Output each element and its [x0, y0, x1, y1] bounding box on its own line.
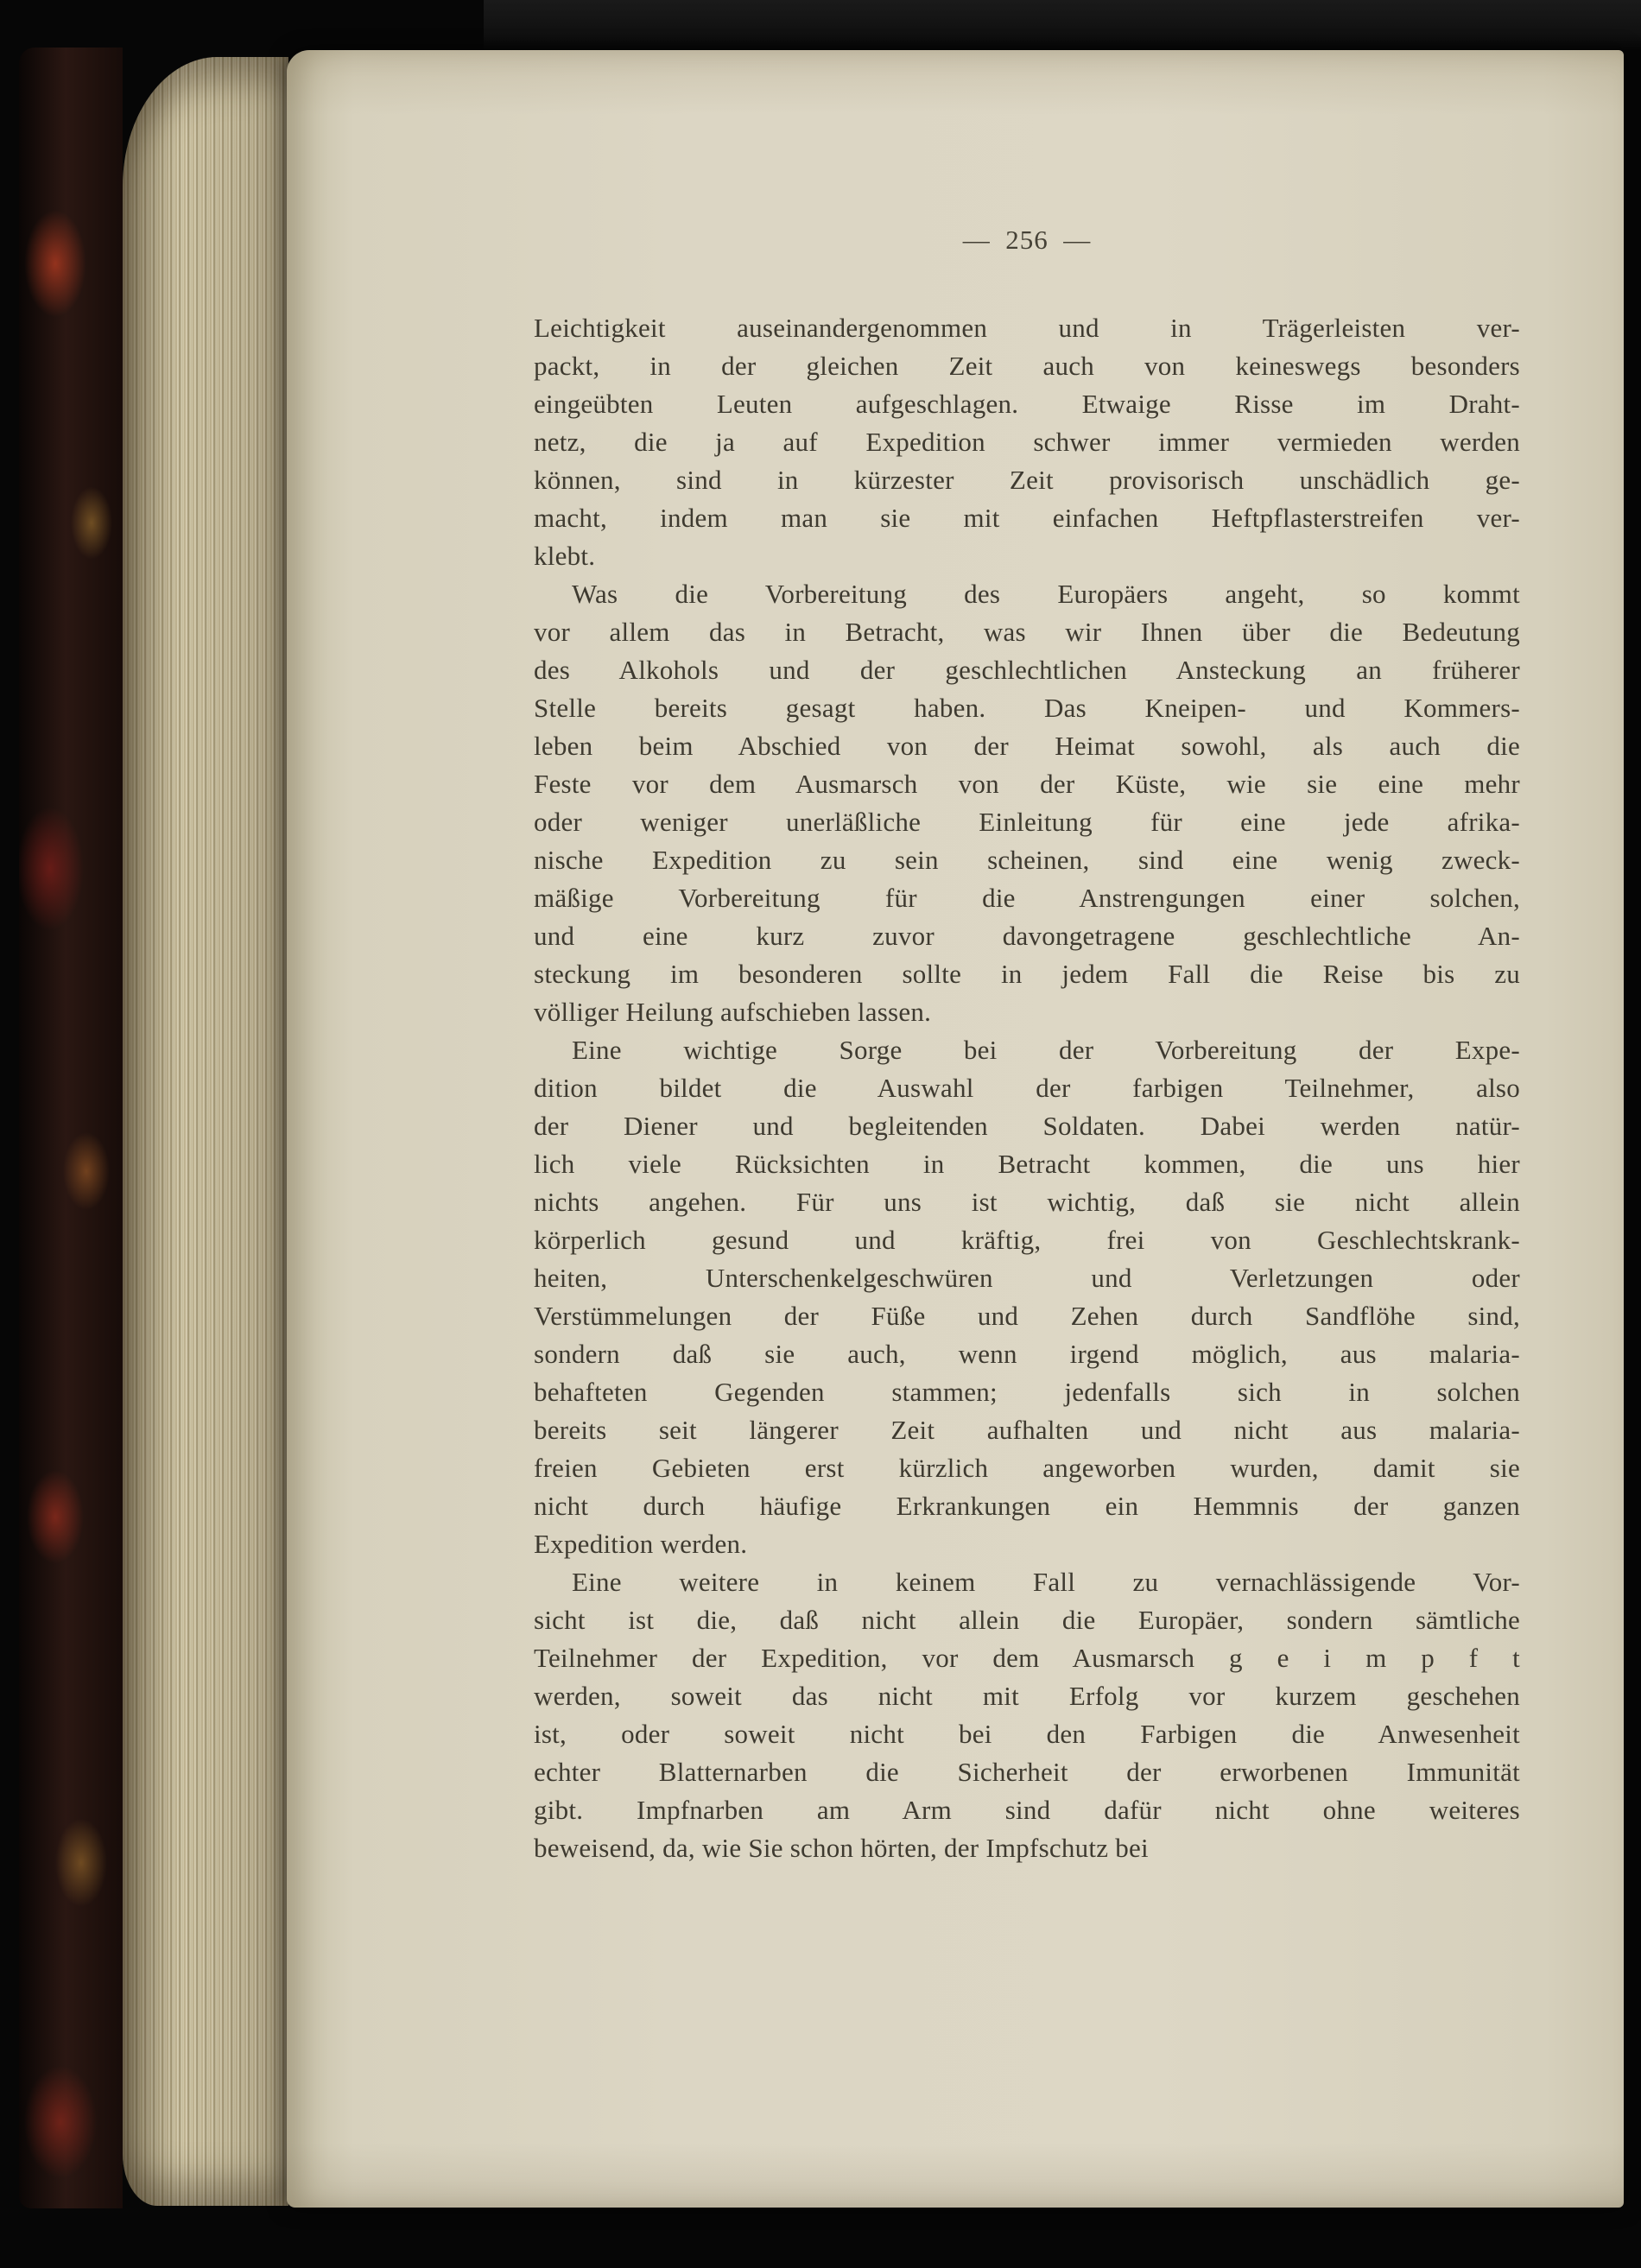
text-line: mäßige Vorbereitung für die Anstrengungen einer solchen,	[534, 883, 1520, 913]
text-line: nicht durch häufige Erkrankungen ein Hemmnis der ganzen	[534, 1491, 1520, 1521]
book-cover-top-edge	[484, 0, 1641, 50]
text-line: lich viele Rücksichten in Betracht kommen, die uns hier	[534, 1149, 1520, 1179]
page-number: — 256 —	[962, 225, 1092, 255]
text-line: körperlich gesund und kräftig, frei von Geschlechtskrank-	[534, 1225, 1520, 1255]
text-line: und eine kurz zuvor davongetragene geschlechtliche An-	[534, 921, 1520, 951]
text-line: bereits seit längerer Zeit aufhalten und nicht aus malaria-	[534, 1415, 1520, 1445]
text-line: nichts angehen. Für uns ist wichtig, daß sie nicht allein	[534, 1187, 1520, 1217]
text-line: steckung im besonderen sollte in jedem Fall die Reise bis zu	[534, 959, 1520, 989]
text-block	[534, 309, 1520, 1867]
text-line: Eine wichtige Sorge bei der Vorbereitung der Expe-	[572, 1035, 1520, 1065]
page-fore-edges	[123, 57, 288, 2206]
text-line: klebt.	[534, 541, 596, 571]
text-line: ist, oder soweit nicht bei den Farbigen die Anwesenheit	[534, 1719, 1520, 1749]
text-line: Verstümmelungen der Füße und Zehen durch Sandflöhe sind,	[534, 1301, 1520, 1331]
text-line: werden, soweit das nicht mit Erfolg vor kurzem geschehen	[534, 1681, 1520, 1711]
text-line: sicht ist die, daß nicht allein die Europäer, sondern sämtliche	[534, 1605, 1520, 1635]
text-line: der Diener und begleitenden Soldaten. Dabei werden natür-	[534, 1111, 1520, 1141]
text-line: Was die Vorbereitung des Europäers angeht, so kommt	[572, 579, 1520, 609]
text-line: völliger Heilung aufschieben lassen.	[534, 997, 932, 1027]
text-line: leben beim Abschied von der Heimat sowohl, als auch die	[534, 731, 1520, 761]
book-spine	[19, 48, 123, 2208]
text-line: beweisend, da, wie Sie schon hörten, der Impfschutz bei	[534, 1833, 1149, 1863]
text-line: Teilnehmer der Expedition, vor dem Ausmarsch g e i m p f t	[534, 1643, 1520, 1673]
text-line: gibt. Impfnarben am Arm sind dafür nicht ohne weiteres	[534, 1795, 1520, 1825]
text-line: nische Expedition zu sein scheinen, sind eine wenig zweck-	[534, 845, 1520, 875]
text-line: Eine weitere in keinem Fall zu vernachlässigende Vor-	[572, 1567, 1520, 1597]
text-line: Expedition werden.	[534, 1529, 748, 1559]
text-line: des Alkohols und der geschlechtlichen Ansteckung an früherer	[534, 655, 1520, 685]
text-line: oder weniger unerläßliche Einleitung für eine jede afrika-	[534, 807, 1520, 837]
text-line: packt, in der gleichen Zeit auch von keineswegs besonders	[534, 351, 1520, 381]
text-line: netz, die ja auf Expedition schwer immer vermieden werden	[534, 427, 1520, 457]
text-line: freien Gebieten erst kürzlich angeworben wurden, damit sie	[534, 1453, 1520, 1483]
text-line: behafteten Gegenden stammen; jedenfalls sich in solchen	[534, 1377, 1520, 1407]
text-line: können, sind in kürzester Zeit provisorisch unschädlich ge-	[534, 465, 1520, 495]
text-line: eingeübten Leuten aufgeschlagen. Etwaige Risse im Draht-	[534, 389, 1520, 419]
text-line: vor allem das in Betracht, was wir Ihnen über die Bedeutung	[534, 617, 1520, 647]
text-line: sondern daß sie auch, wenn irgend möglich, aus malaria-	[534, 1339, 1520, 1369]
text-line: Stelle bereits gesagt haben. Das Kneipen- und Kommers-	[534, 693, 1520, 723]
text-line: echter Blatternarben die Sicherheit der erworbenen Immunität	[534, 1757, 1520, 1787]
text-line: heiten, Unterschenkelgeschwüren und Verletzungen oder	[534, 1263, 1520, 1293]
text-line: macht, indem man sie mit einfachen Heftpflasterstreifen ver-	[534, 503, 1520, 533]
book-page	[287, 50, 1624, 2208]
text-line: Leichtigkeit auseinandergenommen und in Trägerleisten ver-	[534, 313, 1520, 343]
text-line: Feste vor dem Ausmarsch von der Küste, wie sie eine mehr	[534, 769, 1520, 799]
text-line: dition bildet die Auswahl der farbigen Teilnehmer, also	[534, 1073, 1520, 1103]
